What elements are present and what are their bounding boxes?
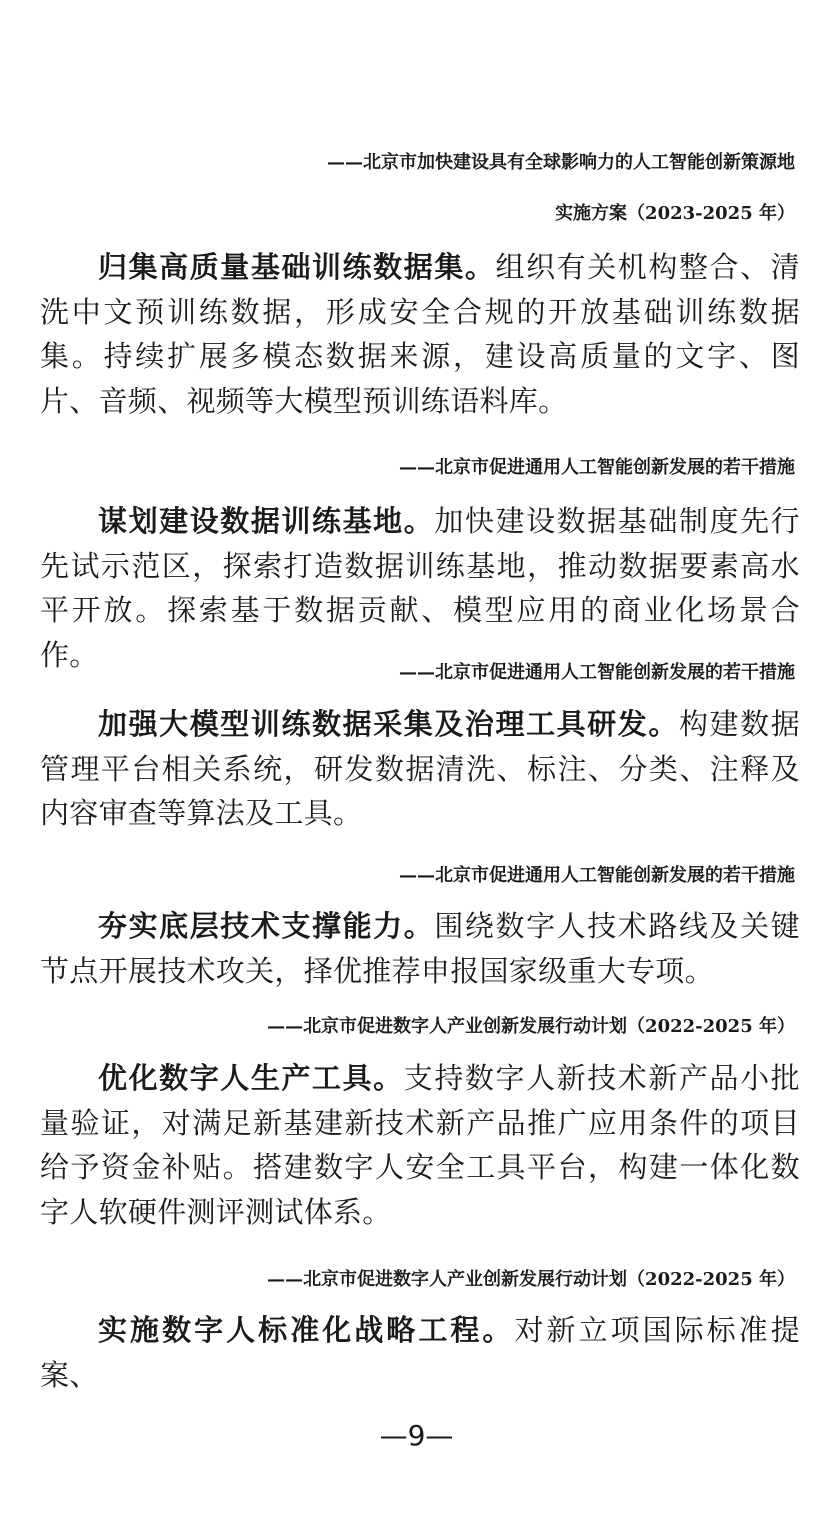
paragraph <box>40 702 800 836</box>
paragraph-heading: 归集高质量基础训练数据集。 <box>98 250 496 284</box>
paragraph-body: 构建数据管理平台相关系统，研发数据清洗、标注、分类、注释及内容审查等算法及工具。 <box>40 707 801 830</box>
paragraph-heading: 实施数字人标准化战略工程。 <box>98 1313 515 1347</box>
source-citation: ——北京市促进数字人产业创新发展行动计划（2022-2025 年） <box>267 1269 795 1290</box>
paragraph <box>40 904 800 993</box>
source-citation: ——北京市促进通用人工智能创新发展的若干措施 <box>399 865 795 886</box>
paragraph-heading: 优化数字人生产工具。 <box>98 1061 404 1095</box>
paragraph-body: 围绕数字人技术路线及关键节点开展技术攻关，择优推荐申报国家级重大专项。 <box>40 909 800 988</box>
source-citation: ——北京市加快建设具有全球影响力的人工智能创新策源地 <box>327 152 795 173</box>
paragraph <box>40 1056 800 1234</box>
paragraph-heading: 加强大模型训练数据采集及治理工具研发。 <box>98 707 679 741</box>
paragraph <box>40 245 800 423</box>
paragraph-heading: 夯实底层技术支撑能力。 <box>98 909 435 943</box>
source-citation: ——北京市促进通用人工智能创新发展的若干措施 <box>399 457 795 478</box>
paragraph-heading: 谋划建设数据训练基地。 <box>98 504 435 538</box>
paragraph-body: 支持数字人新技术新产品小批量验证，对满足新基建新技术新产品推广应用条件的项目给予资金补贴。搭建数字人安全工具平台，构建一体化数字人软硬件测评测试体系。 <box>40 1061 800 1229</box>
source-citation: ——北京市促进通用人工智能创新发展的若干措施 <box>399 662 795 683</box>
paragraph <box>40 1308 800 1397</box>
source-citation-continued: 实施方案（2023-2025 年） <box>555 203 795 224</box>
page-number: —9— <box>379 1419 454 1452</box>
paragraph <box>40 499 800 677</box>
paragraph-body: 加快建设数据基础制度先行先试示范区，探索打造数据训练基地，推动数据要素高水平开放。探索基于数据贡献、模型应用的商业化场景合作。 <box>40 504 800 672</box>
paragraph-body: 组织有关机构整合、清洗中文预训练数据，形成安全合规的开放基础训练数据集。持续扩展多模态数据来源，建设高质量的文字、图片、音频、视频等大模型预训练语料库。 <box>40 250 800 418</box>
source-citation: ——北京市促进数字人产业创新发展行动计划（2022-2025 年） <box>267 1016 795 1037</box>
paragraph-body: 对新立项国际标准提案、 <box>40 1313 801 1392</box>
